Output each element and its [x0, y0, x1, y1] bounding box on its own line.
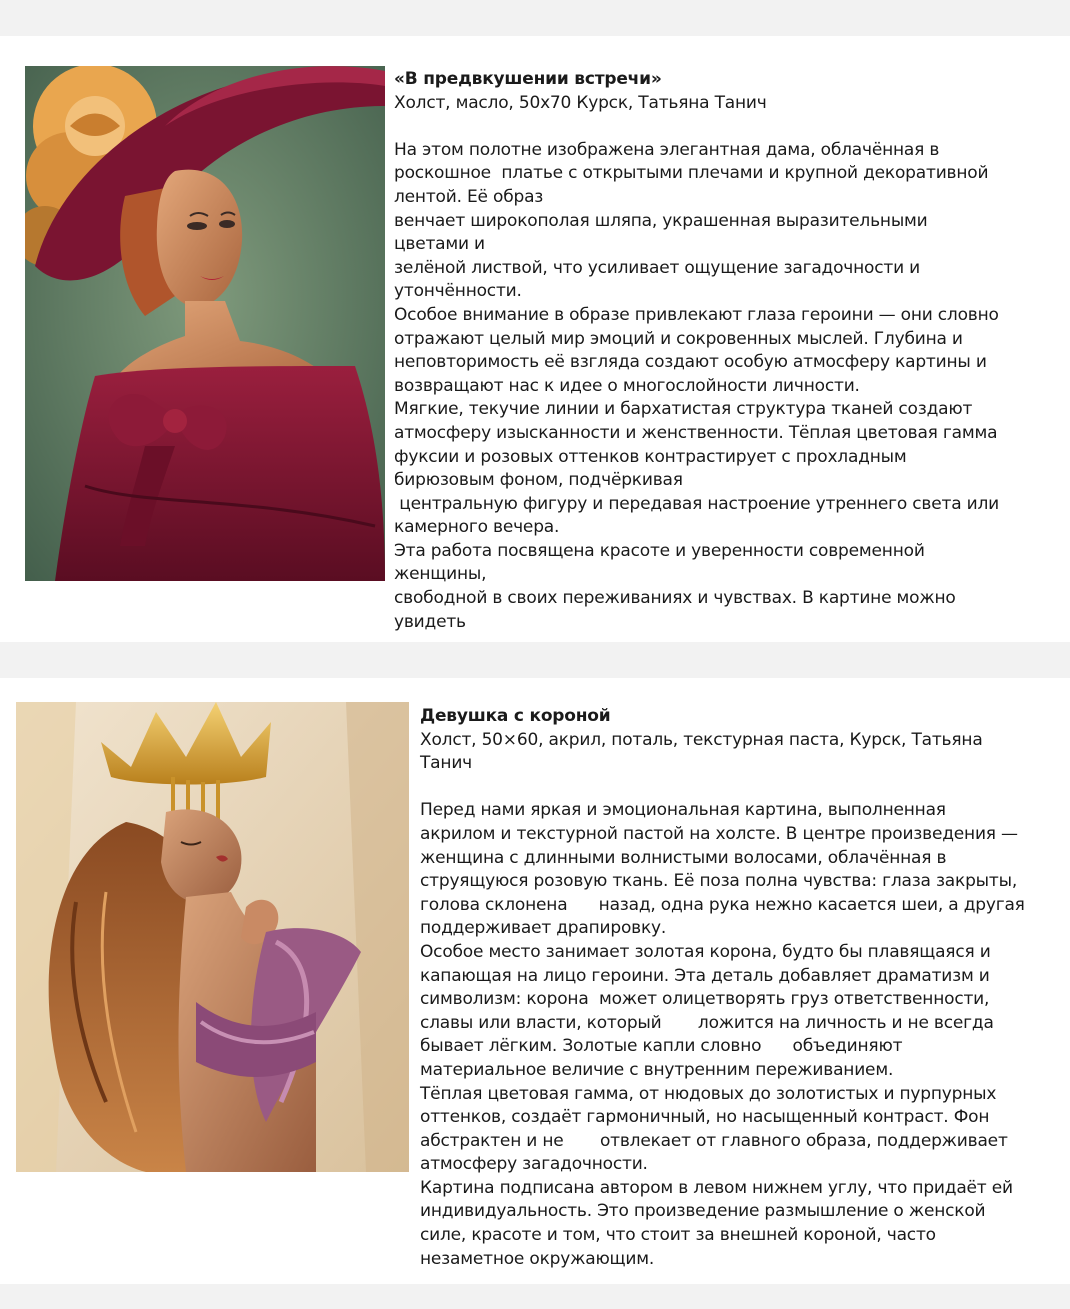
artwork-title: Девушка с короной: [420, 706, 611, 726]
painting-image-lady-in-hat: [25, 66, 385, 581]
description-line: бывает лёгким. Золотые капли словно объединяют: [420, 1036, 903, 1057]
description-line: капающая на лицо героини. Эта деталь добавляет драматизм и: [420, 965, 990, 986]
description-line: женщины,: [394, 564, 487, 585]
painting-lady-in-hat-illustration: [25, 66, 385, 581]
artwork-card-1: [0, 36, 1070, 642]
artwork-meta: [420, 729, 1066, 776]
description-line: На этом полотне изображена элегантная дама, облачённая в: [394, 139, 940, 160]
description-line: струящуюся розовую ткань. Её поза полна чувства: глаза закрыты,: [420, 871, 1018, 892]
description-line: символизм: корона может олицетворять груз ответственности,: [420, 989, 990, 1010]
description-line: женщина с длинными волнистыми волосами, облачённая в: [420, 847, 947, 868]
description-line: неповторимость её взгляда создают особую атмосферу картины и: [394, 352, 987, 373]
meta-line: Танич: [420, 753, 473, 774]
description-line: незаметное окружающим.: [420, 1248, 655, 1269]
meta-line: Холст, 50×60, акрил, поталь, текстурная паста, Курск, Татьяна: [420, 729, 983, 750]
description-line: акрилом и текстурной пастой на холсте. В центре произведения —: [420, 823, 1018, 844]
artwork-description-1: [394, 68, 1066, 634]
description-line: абстрактен и не отвлекает от главного образа, поддерживает: [420, 1130, 1008, 1151]
description-line: бирюзовым фоном, подчёркивая: [394, 470, 683, 491]
description-line: Особое место занимает золотая корона, будто бы плавящаяся и: [420, 941, 991, 962]
artwork-description-text: [394, 139, 1066, 634]
description-line: Тёплая цветовая гамма, от нюдовых до золотистых и пурпурных: [420, 1083, 997, 1104]
description-line: атмосферу изысканности и женственности. Тёплая цветовая гамма: [394, 422, 998, 443]
description-line: венчает широкополая шляпа, украшенная выразительными: [394, 210, 928, 231]
description-line: Перед нами яркая и эмоциональная картина, выполненная: [420, 800, 946, 821]
description-line: Особое внимание в образе привлекают глаза героини — они словно: [394, 304, 999, 325]
artwork-title: «В предвкушении встречи»: [394, 69, 662, 89]
clipped-text-line: [394, 634, 1064, 642]
description-line: материальное величие с внутренним переживанием.: [420, 1059, 894, 1080]
description-line: центральную фигуру и передавая настроение утреннего света или: [394, 493, 999, 514]
artwork-description-text: [420, 799, 1066, 1271]
description-line: камерного вечера.: [394, 517, 560, 538]
description-line: атмосферу загадочности.: [420, 1154, 648, 1175]
artwork-meta: Холст, масло, 50х70 Курск, Татьяна Танич: [394, 92, 767, 113]
description-line: лентой. Её образ: [394, 186, 544, 207]
description-line: свободной в своих переживаниях и чувствах. В картине можно: [394, 588, 956, 609]
description-line: поддерживает драпировку.: [420, 918, 667, 939]
painting-girl-with-crown-illustration: [16, 702, 409, 1172]
artwork-card-2: [0, 678, 1070, 1284]
description-line: Картина подписана автором в левом нижнем углу, что придаёт ей: [420, 1177, 1013, 1198]
description-line: славы или власти, который ложится на личность и не всегда: [420, 1012, 994, 1033]
description-line: зелёной листвой, что усиливает ощущение загадочности и: [394, 257, 920, 278]
description-line: цветами и: [394, 234, 485, 255]
clipped-text-fragments: [394, 639, 1064, 642]
description-line: утончённости.: [394, 281, 522, 302]
description-line: оттенков, создаёт гармоничный, но насыщенный контраст. Фон: [420, 1107, 990, 1128]
description-line: силе, красоте и том, что стоит за внешней короной, часто: [420, 1225, 936, 1246]
painting-image-girl-with-crown: [16, 702, 409, 1172]
description-line: индивидуальность. Это произведение размышление о женской: [420, 1201, 986, 1222]
description-line: голова склонена назад, одна рука нежно касается шеи, а другая: [420, 894, 1025, 915]
description-line: отражают целый мир эмоций и сокровенных мыслей. Глубина и: [394, 328, 963, 349]
description-line: роскошное платье с открытыми плечами и крупной декоративной: [394, 163, 989, 184]
description-line: возвращают нас к идее о многослойности личности.: [394, 375, 860, 396]
description-line: Эта работа посвящена красоте и уверенности современной: [394, 540, 925, 561]
description-line: фуксии и розовых оттенков контрастирует с прохладным: [394, 446, 907, 467]
description-line: Мягкие, текучие линии и бархатистая структура тканей создают: [394, 399, 973, 420]
description-line: увидеть: [394, 611, 466, 632]
artwork-description-2: [420, 705, 1066, 1271]
